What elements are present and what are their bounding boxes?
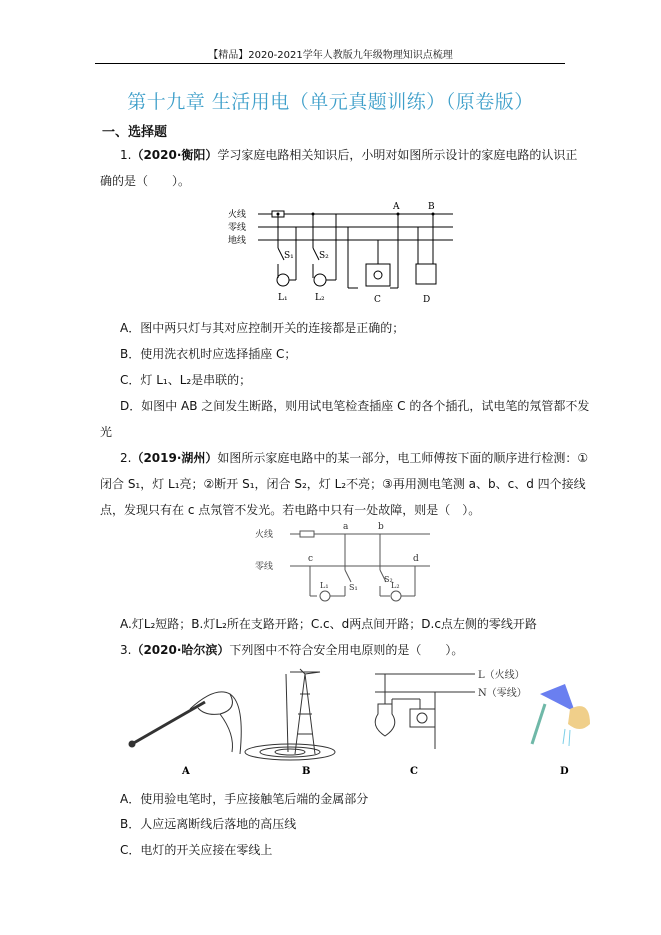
- q3-option-a: A．使用验电笔时，手应接触笔后端的金属部分: [120, 792, 369, 806]
- question-1-line2: 确的是（ ）。: [100, 174, 191, 188]
- question-2-line3: 点，发现只有在 c 点氖管不发光。若电路中只有一处故障，则是（ ）。: [100, 503, 481, 517]
- live-wire-label: 火线: [228, 210, 247, 220]
- point-b-label: b: [378, 522, 384, 532]
- neutral-wire-label: 零线: [228, 223, 247, 233]
- lamp-l2-label: L₂: [315, 293, 325, 303]
- ground-wire-label: 地线: [228, 236, 247, 246]
- test-pen-illustration: [129, 692, 241, 754]
- page-header: 【精品】2020-2021学年人教版九年级物理知识点梳理: [208, 50, 453, 61]
- section-heading: 一、选择题: [102, 125, 168, 140]
- question-text: 如图所示家庭电路中的某一部分，电工师傅按下面的顺序进行检测：①: [217, 451, 589, 465]
- household-circuit-figure-2: [255, 520, 435, 605]
- q3-option-b: B．人应远离断线后落地的高压线: [120, 817, 297, 831]
- high-voltage-tower-illustration: [245, 669, 335, 760]
- question-number: 1.: [120, 148, 132, 162]
- lamp-l1-label: L₁: [278, 293, 288, 303]
- lamp-l1-label: L₁: [320, 581, 329, 590]
- question-text: 学习家庭电路相关知识后，小明对如图所示设计的家庭电路的认识正: [217, 148, 578, 162]
- image-label-a: A: [182, 766, 190, 777]
- neutral-wire-label: 零线: [255, 562, 274, 572]
- image-label-c: C: [410, 766, 418, 777]
- question-source: （2020·衡阳）: [131, 148, 218, 162]
- q1-option-d-continued: 光: [100, 425, 113, 439]
- point-d-label: d: [413, 554, 419, 564]
- q1-option-a: A．图中两只灯与其对应控制开关的连接都是正确的；: [120, 321, 405, 335]
- switch-s2-label: S₂: [319, 251, 329, 261]
- socket-c-label: C: [374, 295, 381, 305]
- q1-option-b: B．使用洗衣机时应选择插座 C；: [120, 347, 297, 361]
- point-a-label: a: [343, 522, 349, 532]
- image-label-b: B: [302, 766, 311, 777]
- live-wire-label: L（火线）: [478, 670, 525, 681]
- question-2-line1: [120, 449, 588, 466]
- question-number: 3.: [120, 643, 132, 657]
- header-divider: [95, 63, 565, 64]
- socket-d-label: D: [423, 295, 431, 305]
- image-label-d: D: [560, 766, 569, 777]
- question-source: （2019·湖州）: [131, 451, 218, 465]
- lamp-switch-circuit-illustration: [375, 674, 475, 749]
- question-3-line1: [120, 641, 463, 658]
- point-c-label: c: [308, 554, 314, 564]
- page-title: 第十九章 生活用电（单元真题训练）（原卷版）: [127, 91, 534, 113]
- point-b-label: B: [428, 202, 435, 212]
- question-2-line2: 闭合 S₁，灯 L₁亮；②断开 S₁，闭合 S₂，灯 L₂不亮；③再用测电笔测 a、b、c、d 四个接线: [100, 477, 586, 491]
- lamp-l2-label: L₂: [391, 581, 400, 590]
- switch-s2-label: S₂: [384, 575, 393, 584]
- q3-option-c: C．电灯的开关应接在零线上: [120, 843, 273, 857]
- question-number: 2.: [120, 451, 132, 465]
- point-a-label: A: [393, 202, 400, 212]
- question-1-line1: [120, 146, 577, 163]
- question-text: 下列图中不符合安全用电原则的是（ ）。: [229, 643, 464, 657]
- live-wire-label: 火线: [255, 530, 274, 540]
- q2-answer-choices: A.灯L₂短路；B.灯L₂所在支路开路；C.c、d两点间开路；D.c点左侧的零线开路: [120, 617, 537, 631]
- desk-lamp-wet-hand-illustration: [532, 684, 590, 746]
- q1-option-d: D．如图中 AB 之间发生断路，则用试电笔检查插座 C 的各个插孔，试电笔的氖管都不发: [120, 399, 590, 413]
- safety-illustrations: [120, 664, 590, 779]
- switch-s1-label: S₁: [284, 251, 294, 261]
- q1-option-c: C．灯 L₁、L₂是串联的；: [120, 373, 252, 387]
- switch-s1-label: S₁: [349, 583, 358, 592]
- household-circuit-figure-1: [228, 198, 458, 308]
- neutral-wire-label: N（零线）: [478, 688, 527, 699]
- question-source: （2020·哈尔滨）: [131, 643, 230, 657]
